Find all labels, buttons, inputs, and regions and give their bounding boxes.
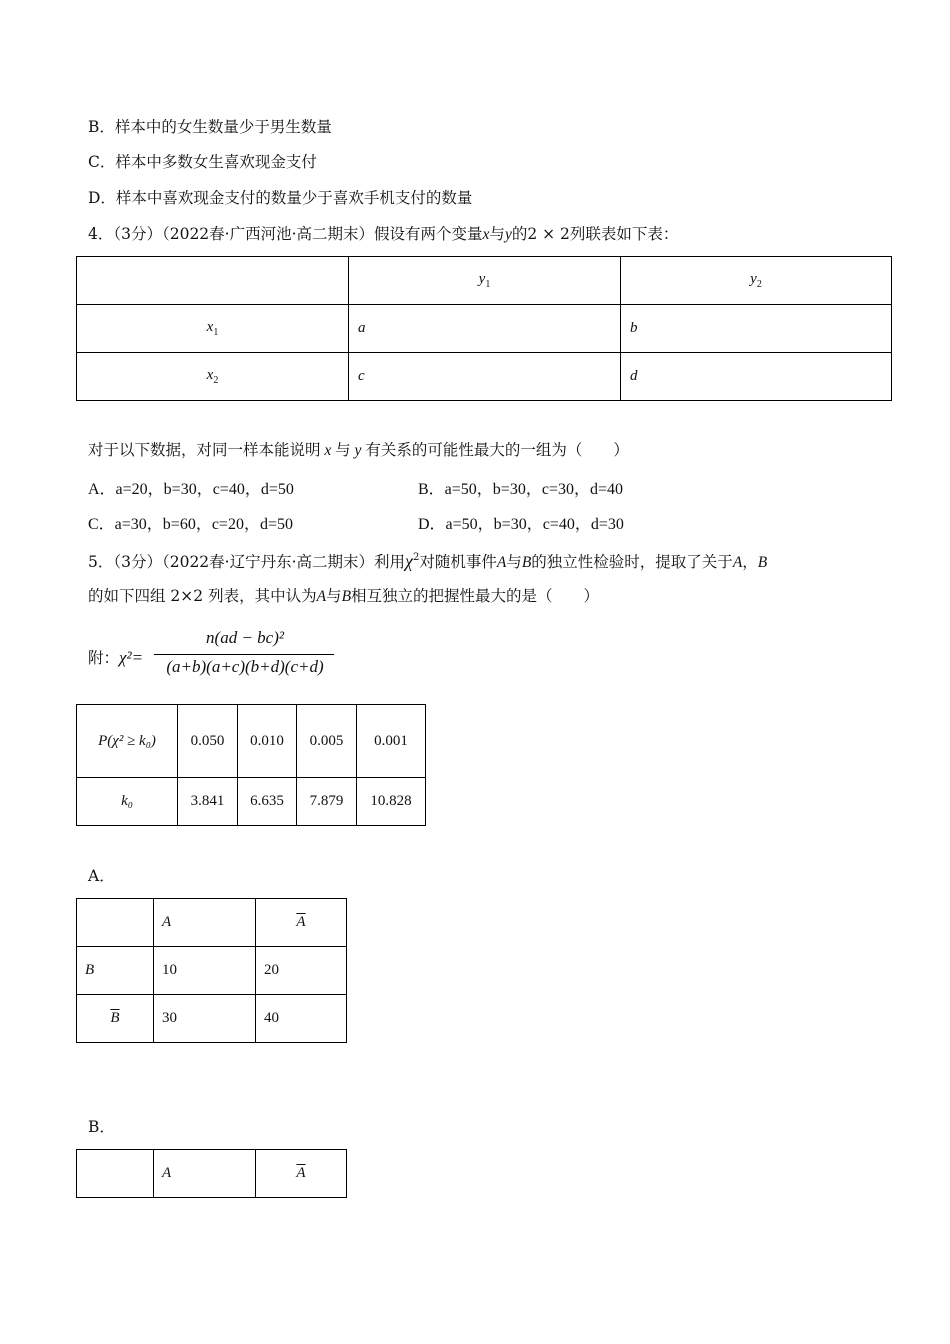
q5-option-b-table	[76, 1149, 347, 1198]
crit-p-value: 0.050	[178, 705, 238, 778]
crit-k-value: 3.841	[178, 778, 238, 826]
crit-row1-label: P(χ² ≥ k₀)	[77, 705, 178, 778]
crit-p-value: 0.001	[357, 705, 426, 778]
formula-denominator: (a+b)(a+c)(b+d)(c+d)	[166, 657, 324, 676]
q4-contingency-table	[76, 256, 892, 401]
q5-option-b-label: B．	[88, 1118, 115, 1136]
formula-numerator: n(ad − bc)²	[206, 628, 284, 647]
table-header-a: A	[154, 899, 256, 947]
q5-stem-line2: 的如下四组 2×2 列表，其中认为A与B相互独立的把握性最大的是（ ）	[88, 587, 600, 605]
crit-p-value: 0.005	[297, 705, 357, 778]
crit-row2-label: k₀	[77, 778, 178, 826]
critical-value-table	[76, 704, 426, 826]
q4-question: 对于以下数据，对同一样本能说明 x 与 y 有关系的可能性最大的一组为（ ）	[88, 441, 629, 459]
table-cell-d: d	[621, 353, 892, 401]
table-row-b: B	[77, 947, 154, 995]
q3-option-b: B．样本中的女生数量少于男生数量	[88, 118, 332, 136]
table-cell-b: b	[621, 305, 892, 353]
q4-option-d: D．a=50，b=30，c=40，d=30	[418, 516, 624, 533]
table-header-y2: $y_2$	[621, 257, 892, 305]
table-cell: 20	[256, 947, 347, 995]
table-header-a-bar: $\overline{A}$	[256, 899, 347, 947]
table-row-x2: $x_2$	[77, 353, 349, 401]
table-header-a: A	[154, 1150, 256, 1198]
table-cell-c: c	[349, 353, 621, 401]
crit-k-value: 6.635	[238, 778, 297, 826]
q4-option-c: C．a=30，b=60，c=20，d=50	[88, 516, 293, 533]
q3-option-c: C．样本中多数女生喜欢现金支付	[88, 153, 317, 171]
crit-k-value: 7.879	[297, 778, 357, 826]
table-corner-cell	[77, 257, 349, 305]
table-cell-a: a	[349, 305, 621, 353]
q4-stem: 4．（3分）（2022春·广西河池·高二期末）假设有两个变量x与y的2 × 2列联表如下表：	[88, 225, 679, 243]
q4-option-b: B．a=50，b=30，c=30，d=40	[418, 481, 623, 498]
table-cell: 40	[256, 995, 347, 1043]
table-corner-cell	[77, 899, 154, 947]
q5-option-a-table	[76, 898, 347, 1043]
table-row-b-bar: $\overline{B}$	[77, 995, 154, 1043]
chi-square-formula	[150, 628, 340, 677]
q5-option-a-label: A．	[88, 867, 115, 885]
q5-stem-line1: 5．（3分）（2022春·辽宁丹东·高二期末）利用$\chi^2$对随机事件A与B的独立性检验时，提取了关于A，B	[88, 551, 768, 571]
table-header-y1: $y_1$	[349, 257, 621, 305]
crit-k-value: 10.828	[357, 778, 426, 826]
formula-prefix: 附：χ²=	[88, 648, 144, 667]
table-header-a-bar: $\overline{A}$	[256, 1150, 347, 1198]
q3-option-d: D．样本中喜欢现金支付的数量少于喜欢手机支付的数量	[88, 189, 473, 207]
table-cell: 10	[154, 947, 256, 995]
q4-option-a: A．a=20，b=30，c=40，d=50	[88, 481, 294, 498]
table-cell: 30	[154, 995, 256, 1043]
crit-p-value: 0.010	[238, 705, 297, 778]
table-corner-cell	[77, 1150, 154, 1198]
table-row-x1: $x_1$	[77, 305, 349, 353]
